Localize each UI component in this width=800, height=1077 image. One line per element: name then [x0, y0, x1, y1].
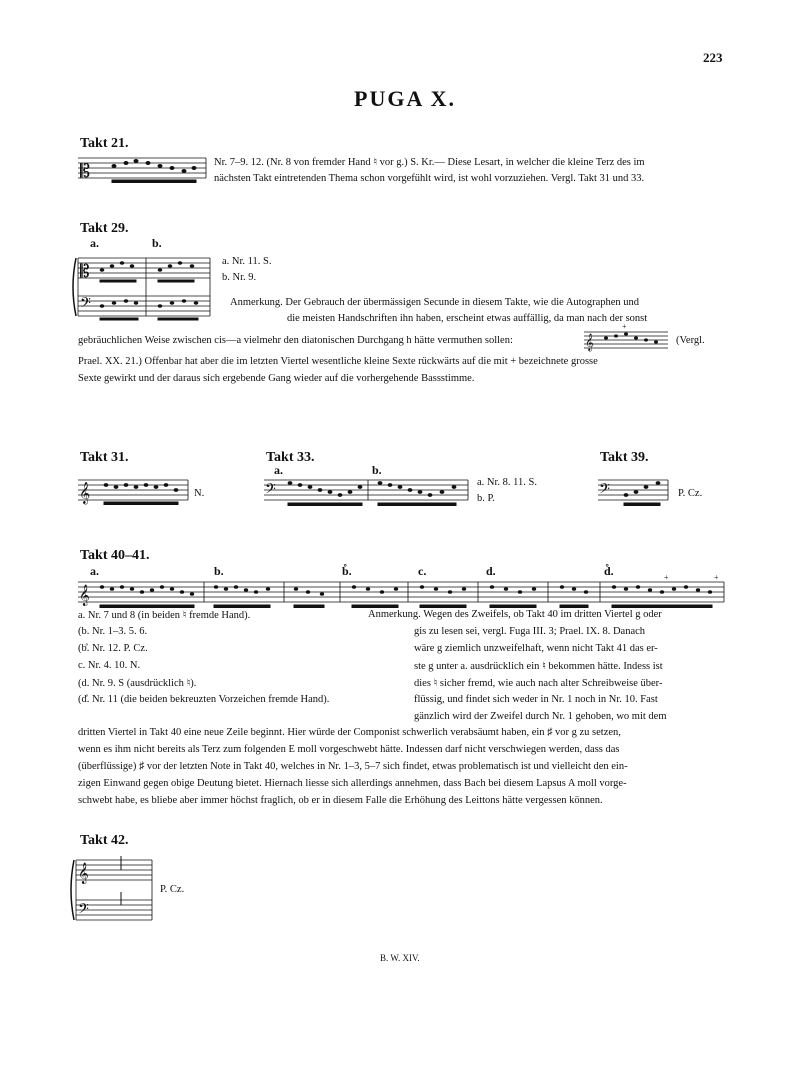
takt-29-text-line-5: Sexte gewirkt und der daraus sich ergebende Gang wieder auf die vorhergehende Bassstimme. — [78, 373, 475, 384]
takt-40-41-source-a: a. Nr. 7 und 8 (in beiden ♮ fremde Hand). — [78, 610, 251, 621]
takt-33-music-snippet — [264, 474, 472, 514]
takt-40-41-source-b: (b. Nr. 1–3. 5. 6. — [78, 626, 148, 637]
takt-40-41-note-right-3: wäre g ziemlich unzweifelhaft, wenn nicht Takt 41 das er- — [414, 643, 658, 654]
svg-text:𝄢: 𝄢 — [265, 481, 276, 501]
page-title: PUGA X. — [354, 86, 456, 111]
takt-40-41-note-right-2: gis zu lesen sei, vergl. Fuga III. 3; Prael. IX. 8. Danach — [414, 626, 646, 637]
takt-29-text-line-2: die meisten Handschriften ihn haben, erscheint etwas auffällig, da man nach der sonst — [287, 313, 648, 324]
svg-text:𝄞: 𝄞 — [79, 585, 90, 606]
svg-text:𝄢: 𝄢 — [80, 295, 91, 315]
takt-39-music-snippet — [598, 474, 672, 514]
takt-40-41-source-c: c. Nr. 4. 10. N. — [78, 660, 141, 671]
takt-40-41-note-full-5: schwebt habe, es bliebe aber immer höchst fraglich, ob er in diesem Falle die Erhöhung des Leittons hätte vergessen können. — [78, 795, 603, 806]
svg-text:𝄞: 𝄞 — [78, 863, 89, 884]
takt-40-41-source-d: (d. Nr. 9. S (ausdrücklich ♮). — [78, 678, 197, 689]
takt-40-41-note-right-5: dies ♮ sicher fremd, wie auch nach alter Schreibweise über- — [414, 678, 663, 689]
takt-29-label-a: a. — [90, 236, 99, 250]
takt-33-label-a: a. — [274, 463, 283, 477]
takt-29-inline-example — [584, 324, 670, 354]
takt-40-41-note-right-1: Anmerkung. Wegen des Zweifels, ob Takt 40 im dritten Viertel g oder — [368, 609, 662, 620]
takt-40-41-label-c: c. — [418, 564, 427, 578]
takt-21-heading: Takt 21. — [80, 136, 129, 151]
takt-42-heading: Takt 42. — [80, 833, 129, 848]
takt-40-41-source-d-ring: (d̊. Nr. 11 (die beiden bekreuzten Vorzeichen fremde Hand). — [78, 694, 330, 705]
svg-text:𝄞: 𝄞 — [79, 482, 91, 504]
takt-40-41-label-d-ring: d̊. — [604, 564, 614, 578]
takt-33-label-b: b. — [372, 463, 382, 477]
svg-text:𝄡: 𝄡 — [80, 161, 91, 182]
svg-text:𝄡: 𝄡 — [80, 262, 90, 282]
svg-text:+: + — [714, 573, 719, 582]
takt-40-41-note-full-3: (überflüssige) ♯ vor der letzten Note in Takt 40, welches in Nr. 1–3, 5–7 sich findet, etwas problematisch ist und vielleicht den ein- — [78, 761, 628, 772]
takt-29-label-b: b. — [152, 236, 162, 250]
takt-42-music-snippet — [68, 852, 156, 932]
takt-40-41-note-full-4: zigen Einwand gegen obige Deutung bietet. Hiernach liesse sich allerdings annehmen, dass Bach bei diesem Lapsus A moll vorge- — [78, 778, 627, 789]
takt-21-text-line-2: nächsten Takt eintretenden Thema schon vorgefühlt wird, ist wohl vorzuziehen. Vergl. Takt 31 und 33. — [214, 173, 645, 184]
takt-29-text-line-4: Prael. XX. 21.) Offenbar hat aber die im letzten Viertel wesentliche kleine Sexte rückwärts auf die mit + bezeichnete grosse — [78, 356, 598, 367]
takt-40-41-label-b: b. — [214, 564, 224, 578]
takt-31-source: N. — [194, 488, 205, 499]
takt-33-heading: Takt 33. — [266, 450, 315, 465]
page-footer: B. W. XIV. — [380, 953, 420, 963]
takt-33-source-b: b. P. — [477, 493, 495, 504]
takt-40-41-source-b-ring: (b̊. Nr. 12. P. Cz. — [78, 643, 148, 654]
takt-40-41-heading: Takt 40–41. — [80, 548, 150, 563]
takt-39-source: P. Cz. — [678, 488, 703, 499]
takt-39-heading: Takt 39. — [600, 450, 649, 465]
takt-40-41-note-right-6: flüssig, und findet sich weder in Nr. 1 noch in Nr. 10. Fast — [414, 694, 658, 705]
takt-40-41-note-right-7: gänzlich wird der Zweifel durch Nr. 1 gehoben, wo mit dem — [414, 711, 667, 722]
svg-text:+: + — [664, 573, 669, 582]
takt-40-41-note-full-2: wenn es ihm nicht bereits als Terz zum folgenden E moll vorgeschwebt hätte. Indessen darf nicht verschwiegen werden, dass das — [78, 744, 620, 755]
takt-33-source-a: a. Nr. 8. 11. S. — [477, 477, 537, 488]
takt-40-41-note-right-4: ste g unter a. ausdrücklich ein ♮ bekommen hätte. Indess ist — [414, 661, 663, 672]
takt-29-music-snippet — [70, 250, 215, 328]
takt-31-heading: Takt 31. — [80, 450, 129, 465]
svg-text:𝄢: 𝄢 — [78, 901, 89, 921]
takt-29-text-vergl: (Vergl. — [676, 335, 705, 346]
takt-29-source-a: a. Nr. 11. S. — [222, 256, 272, 267]
takt-29-heading: Takt 29. — [80, 221, 129, 236]
takt-29-source-b: b. Nr. 9. — [222, 272, 257, 283]
svg-text:𝄞: 𝄞 — [585, 333, 594, 351]
svg-text:+: + — [622, 322, 627, 331]
takt-21-music-snippet — [78, 150, 208, 190]
takt-31-music-snippet — [78, 470, 190, 510]
takt-42-source: P. Cz. — [160, 884, 185, 895]
takt-29-text-line-3: gebräuchlichen Weise zwischen cis—a vielmehr den diatonischen Durchgang h hätte vermuthen sollen: — [78, 335, 513, 346]
takt-21-text-line-1: Nr. 7–9. 12. (Nr. 8 von fremder Hand ♮ vor g.) S. Kr.— Diese Lesart, in welcher die kleine Terz des im — [214, 157, 645, 168]
takt-40-41-note-full-1: dritten Viertel in Takt 40 eine neue Zeile beginnt. Hier würde der Componist schwerlich verabsäumt haben, ein ♯ vor g zu setzen, — [78, 727, 621, 738]
takt-40-41-label-a: a. — [90, 564, 99, 578]
takt-29-text-line-1: Anmerkung. Der Gebrauch der übermässigen Secunde in diesem Takte, wie die Autographen und — [230, 297, 640, 308]
svg-text:𝄢: 𝄢 — [599, 481, 610, 501]
takt-40-41-label-b-ring: b̊. — [342, 564, 352, 578]
page-number: 223 — [703, 50, 723, 65]
takt-40-41-label-d: d. — [486, 564, 496, 578]
